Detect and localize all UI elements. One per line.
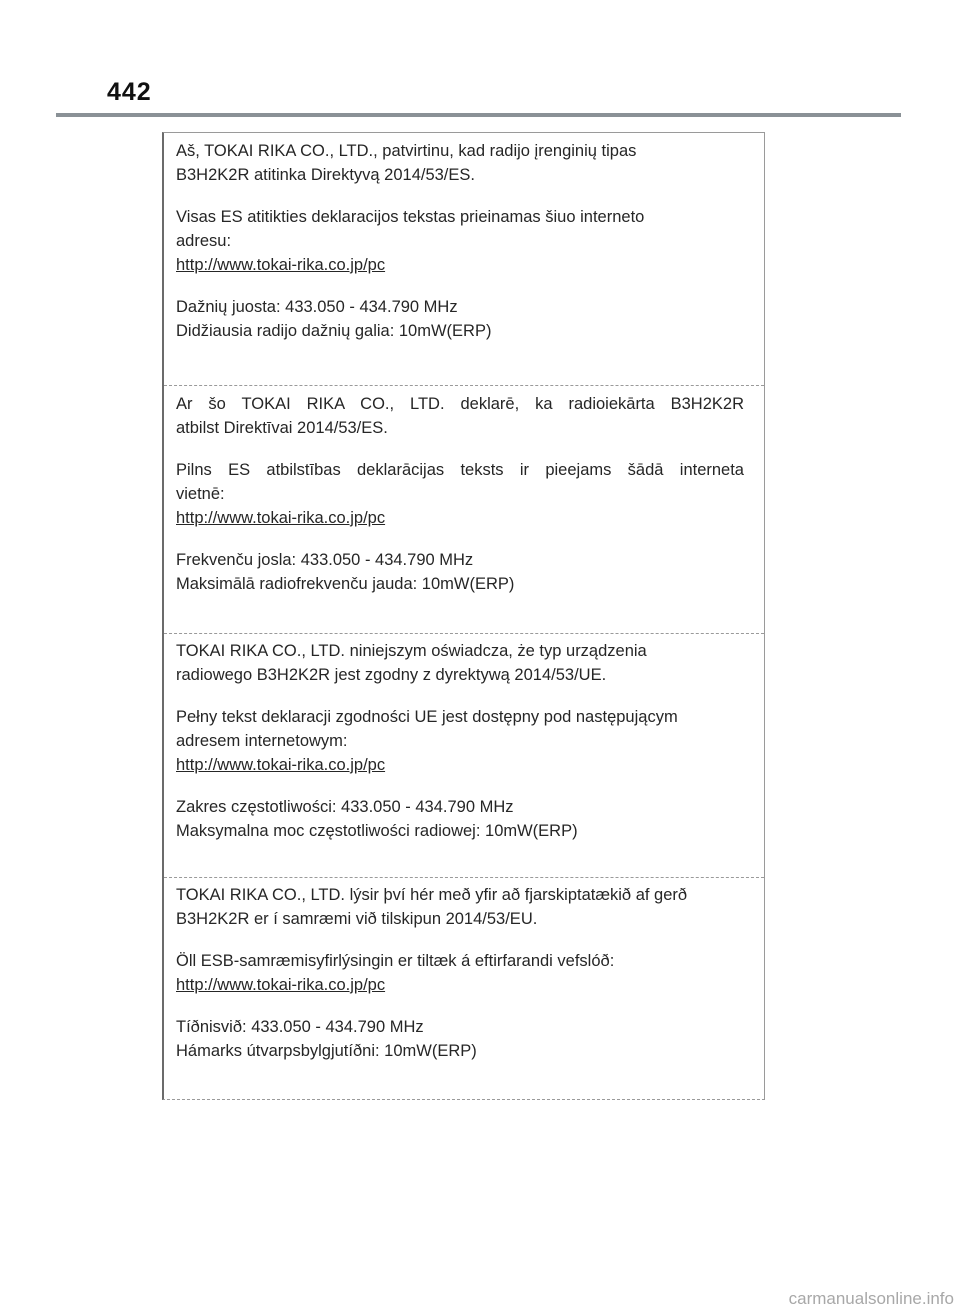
declaration-section-latvian (164, 385, 764, 596)
text-line: Maksimālā radiofrekvenču jauda: 10mW(ERP) (176, 575, 515, 593)
text-line: TOKAI RIKA CO., LTD. lýsir því hér með yfir að fjarskiptatækið af gerð (176, 886, 688, 904)
declaration-section-icelandic (164, 877, 764, 1063)
text-line: Visas ES atitikties deklaracijos tekstas prieinamas šiuo interneto (176, 208, 645, 226)
declaration-section-lithuanian (164, 139, 764, 343)
declaration-section-polish (164, 633, 764, 843)
text-line: Didžiausia radijo dažnių galia: 10mW(ERP) (176, 322, 492, 340)
declaration-statement (176, 139, 744, 187)
text-line: Maksymalna moc częstotliwości radiowej: 10mW(ERP) (176, 822, 578, 840)
declaration-url: http://www.tokai-rika.co.jp/pc (176, 256, 386, 274)
declaration-document (162, 132, 765, 1100)
page-number: 442 (107, 78, 152, 106)
declaration-statement (176, 883, 744, 931)
site-watermark: carmanualsonline.info (788, 1289, 954, 1308)
declaration-availability (176, 705, 744, 777)
declaration-availability (176, 458, 744, 530)
frequency-specs (176, 295, 744, 343)
frequency-specs (176, 795, 744, 843)
text-line: adresem internetowym: (176, 732, 348, 750)
text-line: atbilst Direktīvai 2014/53/ES. (176, 419, 388, 437)
frequency-specs (176, 1015, 744, 1063)
text-line: Zakres częstotliwości: 433.050 - 434.790 MHz (176, 798, 514, 816)
text-line: B3H2K2R atitinka Direktyvą 2014/53/ES. (176, 166, 475, 184)
declaration-url: http://www.tokai-rika.co.jp/pc (176, 756, 386, 774)
frequency-specs (176, 548, 744, 596)
text-line: Pełny tekst deklaracji zgodności UE jest dostępny pod następującym (176, 708, 678, 726)
declaration-availability (176, 205, 744, 277)
text-line: Tíðnisvið: 433.050 - 434.790 MHz (176, 1018, 424, 1036)
text-line: TOKAI RIKA CO., LTD. niniejszym oświadcza, że typ urządzenia (176, 642, 647, 660)
text-line: Öll ESB-samræmisyfirlýsingin er tiltæk á eftirfarandi vefslóð: (176, 952, 615, 970)
text-line: Dažnių juosta: 433.050 - 434.790 MHz (176, 298, 458, 316)
text-line: radiowego B3H2K2R jest zgodny z dyrektywą 2014/53/UE. (176, 666, 607, 684)
declaration-statement (176, 639, 744, 687)
text-line: Ar šo TOKAI RIKA CO., LTD. deklarē, ka radioiekārta B3H2K2R (176, 395, 744, 413)
declaration-availability (176, 949, 744, 997)
text-line: vietnē: (176, 485, 225, 503)
text-line: Frekvenču josla: 433.050 - 434.790 MHz (176, 551, 474, 569)
declaration-url: http://www.tokai-rika.co.jp/pc (176, 976, 386, 994)
declaration-statement (176, 392, 744, 440)
text-line: adresu: (176, 232, 232, 250)
header-divider (56, 113, 901, 117)
declaration-url: http://www.tokai-rika.co.jp/pc (176, 509, 386, 527)
text-line: Hámarks útvarpsbylgjutíðni: 10mW(ERP) (176, 1042, 477, 1060)
text-line: B3H2K2R er í samræmi við tilskipun 2014/53/EU. (176, 910, 538, 928)
text-line: Pilns ES atbilstības deklarācijas teksts ir pieejams šādā interneta (176, 461, 744, 479)
text-line: Aš, TOKAI RIKA CO., LTD., patvirtinu, kad radijo įrenginių tipas (176, 142, 637, 160)
